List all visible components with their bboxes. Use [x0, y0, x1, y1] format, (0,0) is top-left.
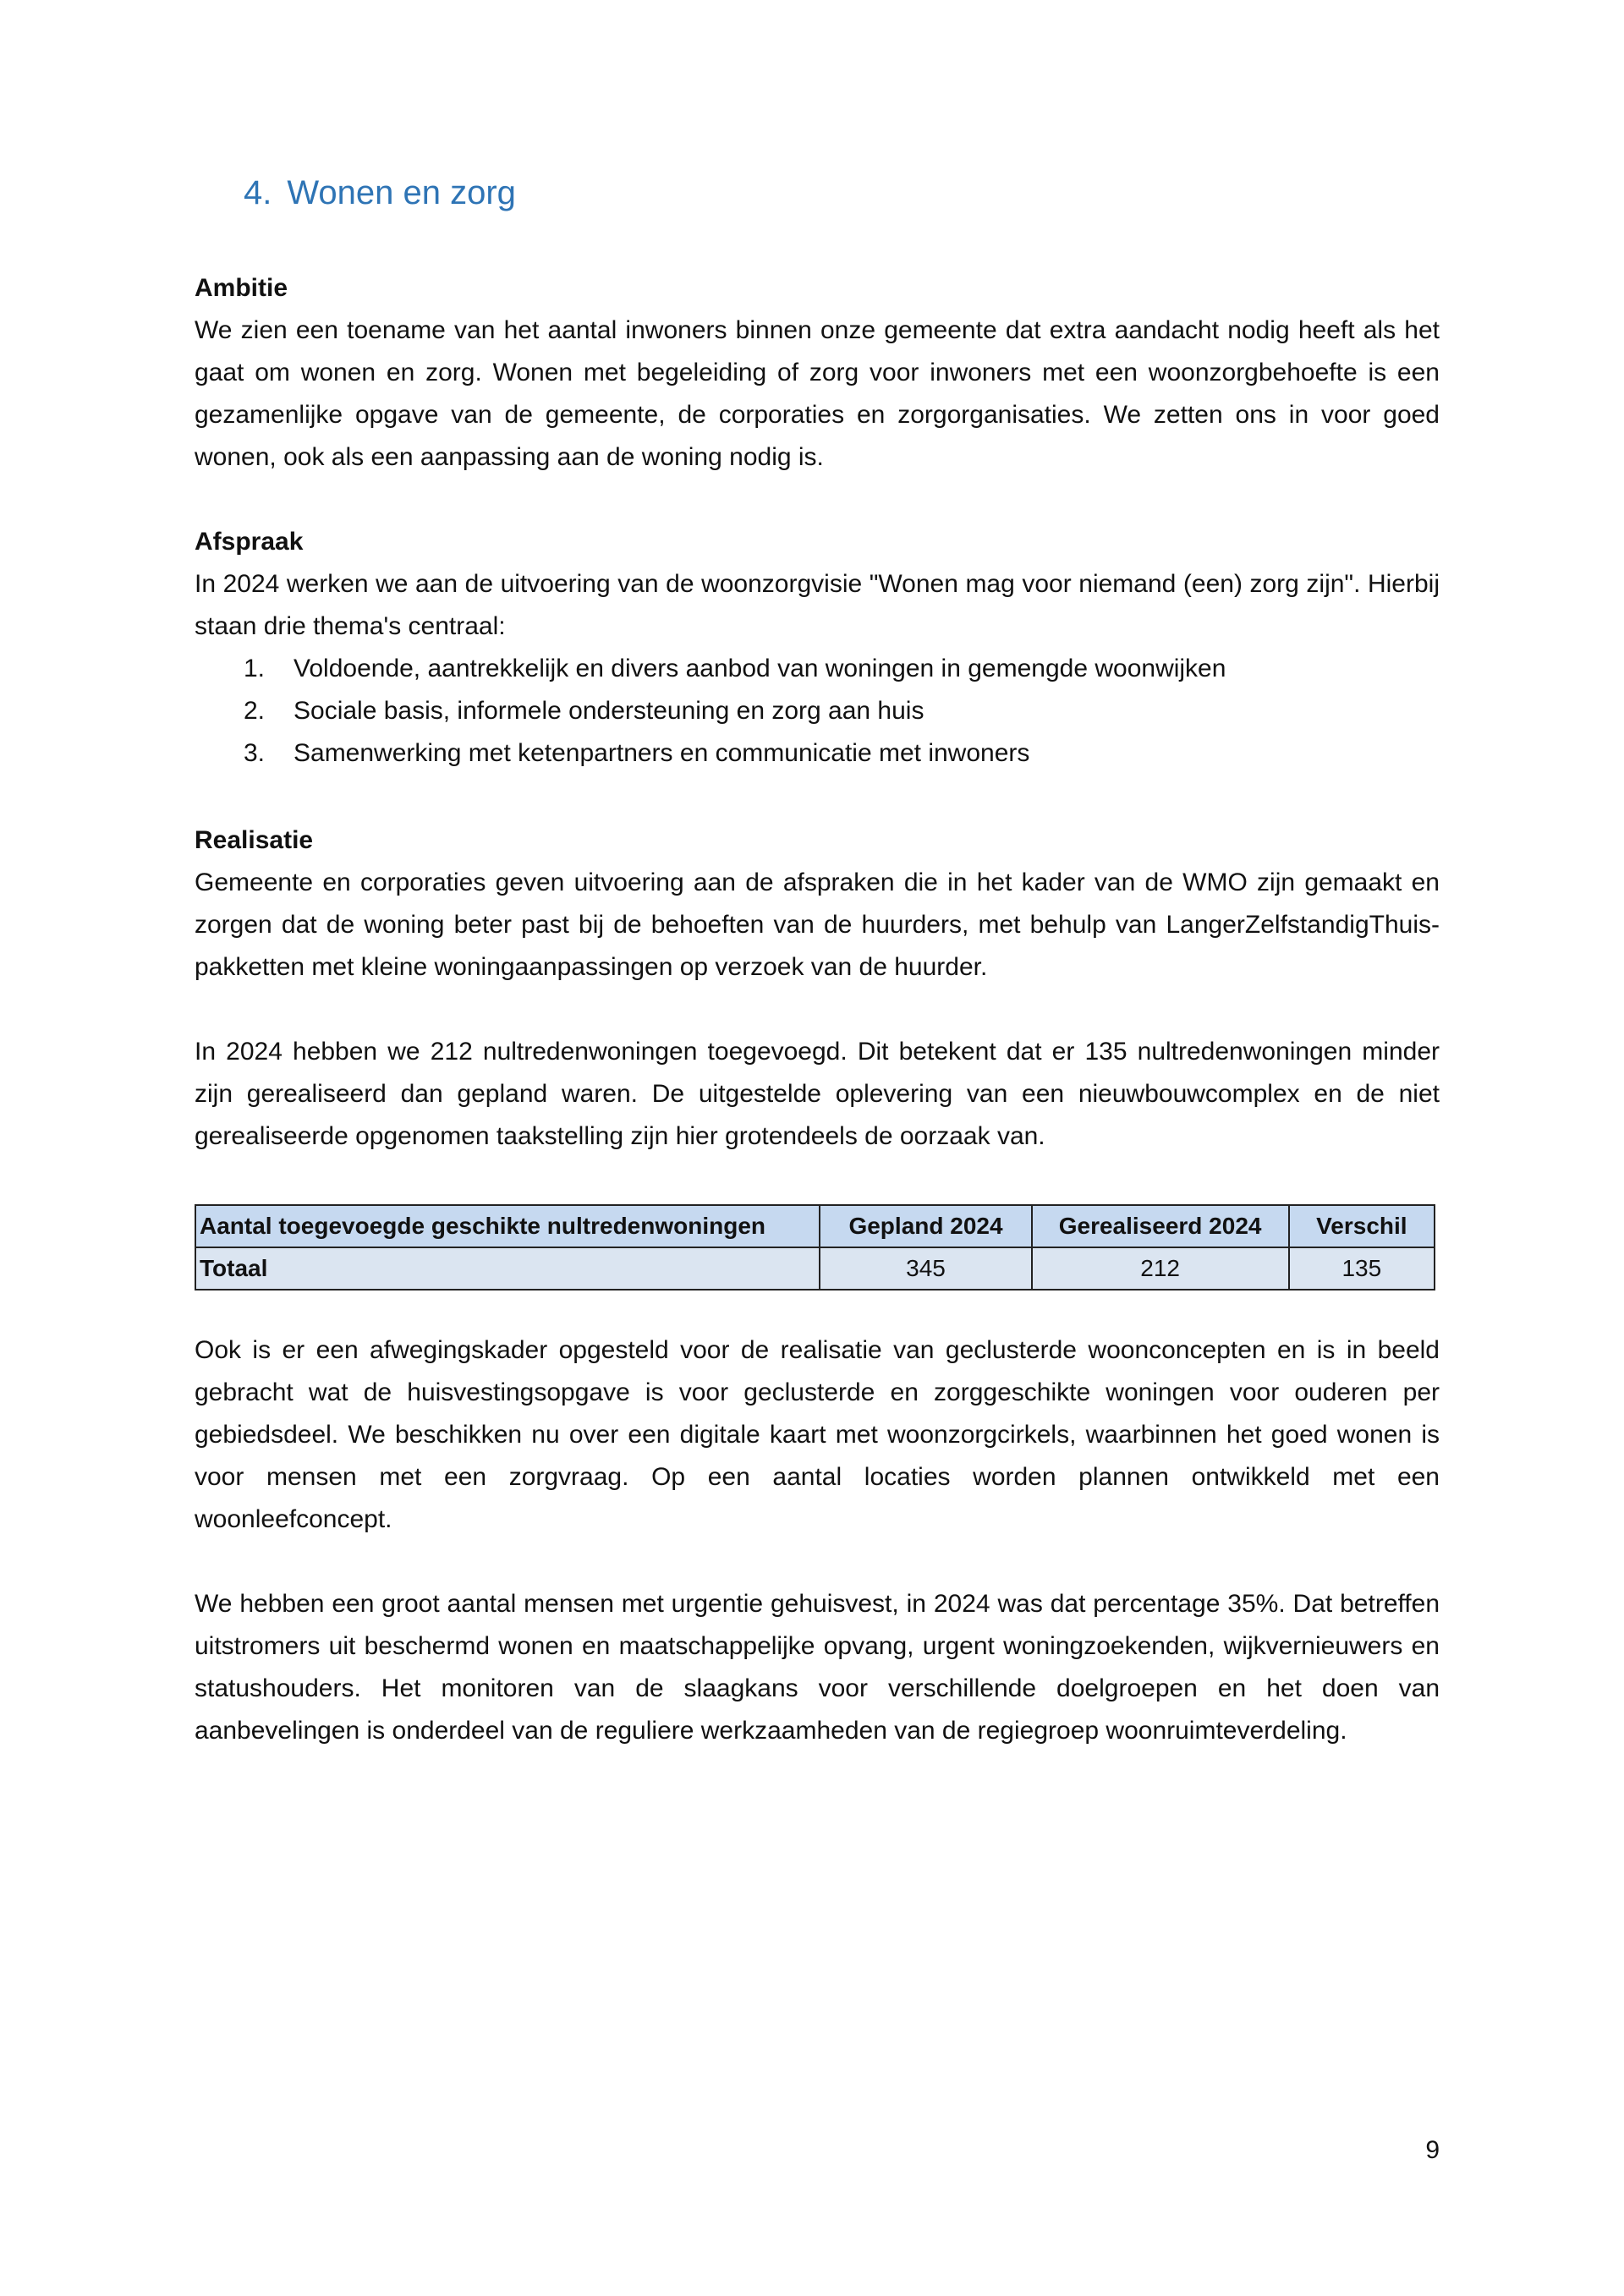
table-header-cell: Gerealiseerd 2024	[1032, 1205, 1289, 1247]
ambitie-title: Ambitie	[195, 274, 288, 302]
realisatie-paragraph-3: Ook is er een afwegingskader opgesteld voor de realisatie van geclusterde woonconcepten en is in beeld gebracht wat de huisvestingsopgave is voor geclusterde en zorggeschikte woningen voor ouderen per gebiedsdeel. We beschikken nu over een digitale kaart met woonzorgcirkels, waarbinnen het goed wonen is voor mensen met een zorgvraag. Op een aantal locaties worden plannen ontwikkeld met een woonleefconcept.	[195, 1336, 1440, 1533]
list-item-index: 3.	[244, 739, 266, 767]
table-cell: Totaal	[195, 1247, 820, 1290]
table-cell: 345	[820, 1247, 1031, 1290]
realisatie-paragraph-1: Gemeente en corporaties geven uitvoering aan de afspraken die in het kader van de WMO zijn gemaakt en zorgen dat de woning beter past bij de behoeften van de huurders, met behulp van LangerZelfstandigThuis-pakketten met kleine woningaanpassingen op verzoek van de huurder.	[195, 869, 1440, 981]
realisatie-section	[195, 819, 1440, 989]
list-item-text: Sociale basis, informele ondersteuning en zorg aan huis	[294, 697, 924, 725]
realisatie-title: Realisatie	[195, 826, 314, 854]
realisatie-paragraph-4-block	[195, 1583, 1440, 1752]
list-item	[195, 648, 1440, 690]
page-number: 9	[1425, 2136, 1440, 2164]
table-cell: 135	[1289, 1247, 1435, 1290]
table-header-cell: Gepland 2024	[820, 1205, 1031, 1247]
nultredenwoningen-table	[195, 1204, 1435, 1290]
section-number: 4.	[244, 174, 272, 211]
list-item-text: Voldoende, aantrekkelijk en divers aanbod van woningen in gemengde woonwijken	[294, 655, 1226, 682]
realisatie-paragraph-2-block	[195, 1031, 1440, 1158]
table-header-row	[195, 1205, 1435, 1247]
table-row	[195, 1247, 1435, 1290]
afspraak-title: Afspraak	[195, 528, 304, 556]
themes-list	[195, 648, 1440, 775]
list-item	[195, 690, 1440, 732]
ambitie-section	[195, 267, 1440, 479]
afspraak-text: In 2024 werken we aan de uitvoering van de woonzorgvisie "Wonen mag voor niemand (een) zorg zijn". Hierbij staan drie thema's centraal:	[195, 570, 1440, 640]
section-title: Wonen en zorg	[287, 174, 516, 211]
realisatie-paragraph-4: We hebben een groot aantal mensen met urgentie gehuisvest, in 2024 was dat percentage 35%. Dat betreffen uitstromers uit beschermd wonen en maatschappelijke opvang, urgent woningzoekenden, wijkvernieuwers en statushouders. Het monitoren van de slaagkans voor verschillende doelgroepen en het doen van aanbevelingen is onderdeel van de reguliere werkzaamheden van de regiegroep woonruimteverdeling.	[195, 1590, 1440, 1745]
afspraak-section	[195, 521, 1440, 775]
table-header-cell: Verschil	[1289, 1205, 1435, 1247]
realisatie-paragraph-3-block	[195, 1329, 1440, 1541]
list-item-index: 2.	[244, 697, 266, 725]
list-item	[195, 732, 1440, 775]
list-item-text: Samenwerking met ketenpartners en communicatie met inwoners	[294, 739, 1030, 767]
realisatie-paragraph-2: In 2024 hebben we 212 nultredenwoningen toegevoegd. Dit betekent dat er 135 nultredenwoningen minder zijn gerealiseerd dan gepland waren. De uitgestelde oplevering van een nieuwbouwcomplex en de niet gerealiseerde opgenomen taakstelling zijn hier grotendeels de oorzaak van.	[195, 1038, 1440, 1150]
table-cell: 212	[1032, 1247, 1289, 1290]
section-heading	[244, 174, 516, 212]
table-header-cell: Aantal toegevoegde geschikte nultredenwoningen	[195, 1205, 820, 1247]
list-item-index: 1.	[244, 655, 266, 682]
ambitie-text: We zien een toename van het aantal inwoners binnen onze gemeente dat extra aandacht nodig heeft als het gaat om wonen en zorg. Wonen met begeleiding of zorg voor inwoners met een woonzorgbehoefte is een gezamenlijke opgave van de gemeente, de corporaties en zorgorganisaties. We zetten ons in voor goed wonen, ook als een aanpassing aan de woning nodig is.	[195, 316, 1440, 471]
